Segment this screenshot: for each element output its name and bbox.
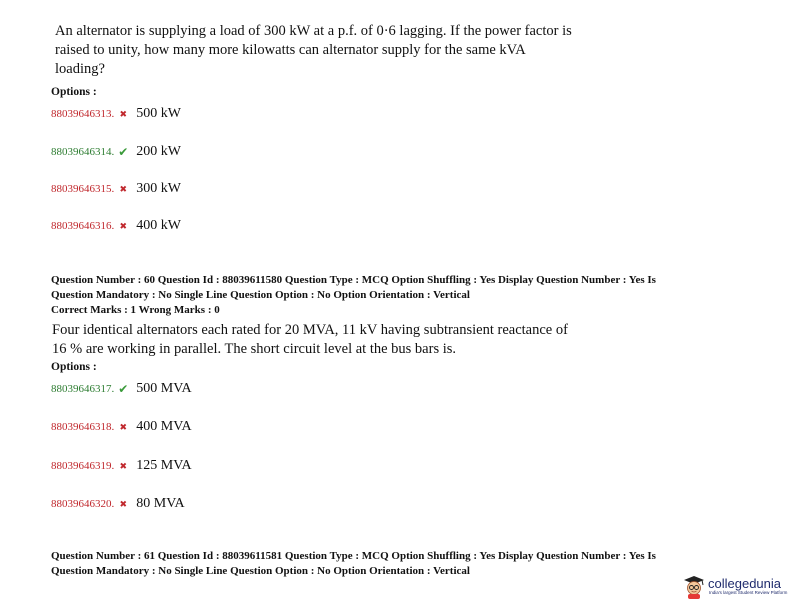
options-label: Options :	[51, 361, 97, 373]
option-row	[51, 380, 192, 398]
option-row	[51, 217, 181, 235]
option-id: 88039646314.	[51, 146, 115, 158]
option-value: 80 MVA	[136, 496, 185, 511]
option-id: 88039646320.	[51, 498, 115, 510]
wrong-mark-icon: ✖	[119, 460, 128, 471]
options-label: Options :	[51, 86, 97, 98]
wrong-mark-icon: ✖	[119, 498, 128, 509]
question-text-line: raised to unity, how many more kilowatts can alternator supply for the same kVA	[55, 42, 526, 58]
wrong-mark-icon: ✖	[119, 421, 128, 432]
option-value: 400 kW	[136, 218, 181, 233]
option-row	[51, 418, 192, 436]
option-row	[51, 180, 181, 198]
question-text-line: loading?	[55, 61, 105, 77]
question-text-line: An alternator is supplying a load of 300 kW at a p.f. of 0·6 lagging. If the power factor is	[55, 23, 572, 39]
option-id: 88039646315.	[51, 183, 115, 195]
option-id: 88039646319.	[51, 460, 115, 472]
question-meta-line: Question Number : 61 Question Id : 88039611581 Question Type : MCQ Option Shuffling : Yes Display Question Number : Yes Is	[51, 550, 656, 562]
option-value: 500 kW	[136, 106, 181, 121]
question-text-line: 16 % are working in parallel. The short circuit level at the bus bars is.	[52, 341, 457, 357]
option-row	[51, 105, 181, 123]
question-meta-line: Question Mandatory : No Single Line Question Option : No Option Orientation : Vertical	[51, 565, 470, 577]
question-marks-line: Correct Marks : 1 Wrong Marks : 0	[51, 304, 220, 316]
option-value: 400 MVA	[136, 419, 192, 434]
option-value: 500 MVA	[136, 381, 192, 396]
option-value: 200 kW	[136, 144, 181, 159]
option-id: 88039646313.	[51, 108, 115, 120]
mascot-icon	[682, 573, 706, 599]
question-text-line: Four identical alternators each rated for 20 MVA, 11 kV having subtransient reactance of	[52, 322, 568, 338]
option-id: 88039646316.	[51, 220, 115, 232]
logo-name: collegedunia	[708, 575, 782, 591]
wrong-mark-icon: ✖	[119, 183, 128, 194]
collegedunia-logo	[682, 573, 787, 599]
wrong-mark-icon: ✖	[119, 220, 128, 231]
option-row	[51, 143, 181, 161]
check-mark-icon: ✔	[118, 144, 129, 159]
option-value: 125 MVA	[136, 458, 192, 473]
option-id: 88039646317.	[51, 383, 115, 395]
wrong-mark-icon: ✖	[119, 108, 128, 119]
logo-tagline: India's largest Student Review Platform	[709, 589, 788, 595]
option-value: 300 kW	[136, 181, 181, 196]
check-mark-icon: ✔	[118, 381, 129, 396]
question-meta-line: Question Number : 60 Question Id : 88039611580 Question Type : MCQ Option Shuffling : Yes Display Question Number : Yes Is	[51, 274, 656, 286]
question-meta-line: Question Mandatory : No Single Line Question Option : No Option Orientation : Vertical	[51, 289, 470, 301]
option-id: 88039646318.	[51, 421, 115, 433]
option-row	[51, 457, 192, 475]
option-row	[51, 495, 185, 513]
